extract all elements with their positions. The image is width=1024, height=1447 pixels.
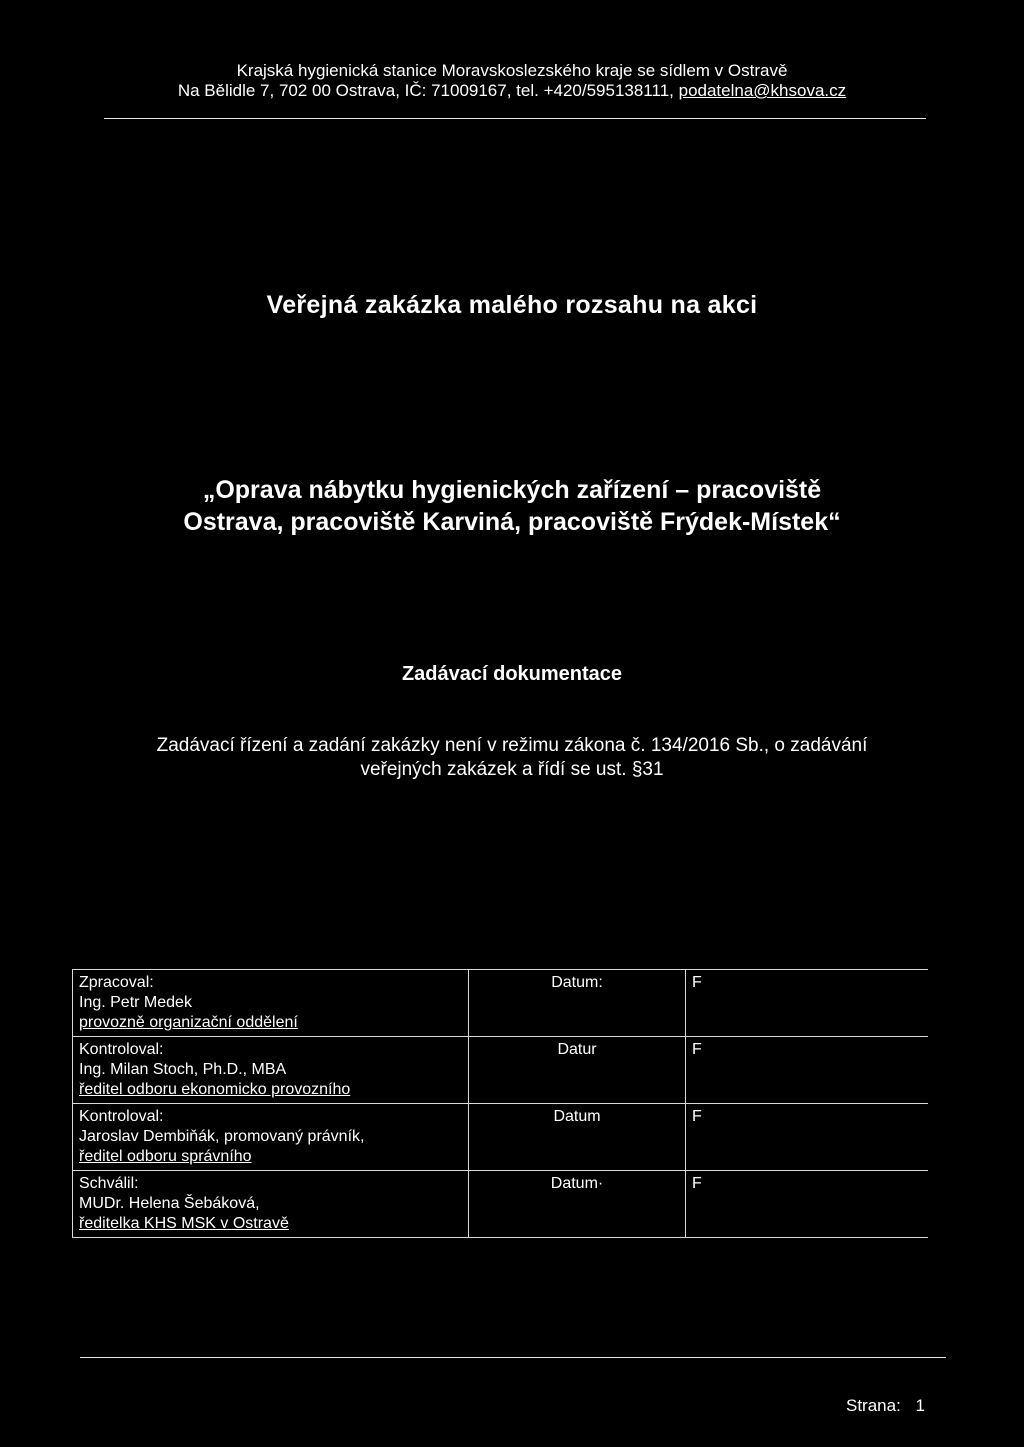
approval-date-cell [469, 1104, 686, 1171]
approval-date-label: Datum: [551, 974, 603, 991]
org-email-link[interactable]: podatelna@khsova.cz [678, 81, 847, 100]
approval-table [72, 969, 928, 1238]
approval-sign-label: F [692, 974, 702, 991]
approval-person-cell [73, 970, 469, 1037]
footer-rule [80, 1357, 946, 1358]
document-type: Zadávací dokumentace [401, 663, 623, 685]
org-address-text: Na Bělidle 7, 702 00 Ostrava, IČ: 71009167, tel. +420/595138111, [177, 81, 679, 100]
approval-date-cell [469, 1171, 686, 1238]
approval-person-cell [73, 1171, 469, 1238]
approval-date-cell [469, 1037, 686, 1104]
approval-row [73, 1104, 929, 1171]
approval-row [73, 1171, 929, 1238]
approval-sign-cell [686, 1037, 929, 1104]
legal-note-line1: Zadávací řízení a zadání zakázky není v režimu zákona č. 134/2016 Sb., o zadávání [156, 735, 868, 756]
approval-sign-label: F [692, 1175, 702, 1192]
approval-name: Jaroslav Dembiňák, promovaný právník, [79, 1128, 365, 1145]
approval-date-label: Datum· [550, 1175, 604, 1192]
approval-sign-cell [686, 970, 929, 1037]
approval-row [73, 970, 929, 1037]
legal-note-line2: veřejných zakázek a řídí se ust. §31 [360, 759, 664, 780]
approval-role: Kontroloval: [79, 1108, 164, 1125]
approval-date-label: Datum [553, 1108, 601, 1125]
approval-person-cell [73, 1104, 469, 1171]
org-name: Krajská hygienická stanice Moravskoslezského kraje se sídlem v Ostravě [236, 61, 788, 80]
header-rule [104, 118, 926, 119]
page-indicator [846, 1396, 925, 1416]
approval-sign-label: F [692, 1041, 702, 1058]
approval-sign-cell [686, 1104, 929, 1171]
document-heading: Veřejná zakázka malého rozsahu na akci [266, 291, 758, 319]
project-title-line1: „Oprava nábytku hygienických zařízení – pracoviště [202, 476, 822, 504]
approval-role: Kontroloval: [79, 1041, 164, 1058]
approval-person-cell [73, 1037, 469, 1104]
approval-name: Ing. Milan Stoch, Ph.D., MBA [79, 1061, 287, 1078]
approval-sign-label: F [692, 1108, 702, 1125]
approval-dept: ředitel odboru ekonomicko provozního [79, 1081, 351, 1098]
org-address [0, 80, 1024, 102]
approval-name: Ing. Petr Medek [79, 994, 192, 1011]
page-label: Strana: [846, 1396, 901, 1415]
approval-dept: ředitelka KHS MSK v Ostravě [79, 1215, 289, 1232]
approval-date-cell [469, 970, 686, 1037]
approval-sign-cell [686, 1171, 929, 1238]
approval-row [73, 1037, 929, 1104]
approval-dept: provozně organizační oddělení [79, 1014, 298, 1031]
approval-date-label: Datur [557, 1041, 597, 1058]
approval-dept: ředitel odboru správního [79, 1148, 252, 1165]
page-number: 1 [915, 1396, 926, 1415]
approval-role: Schválil: [79, 1175, 139, 1192]
approval-role: Zpracoval: [79, 974, 154, 991]
project-title-line2: Ostrava, pracoviště Karviná, pracoviště Frýdek-Místek“ [183, 508, 841, 536]
approval-name: MUDr. Helena Šebáková, [79, 1195, 260, 1212]
